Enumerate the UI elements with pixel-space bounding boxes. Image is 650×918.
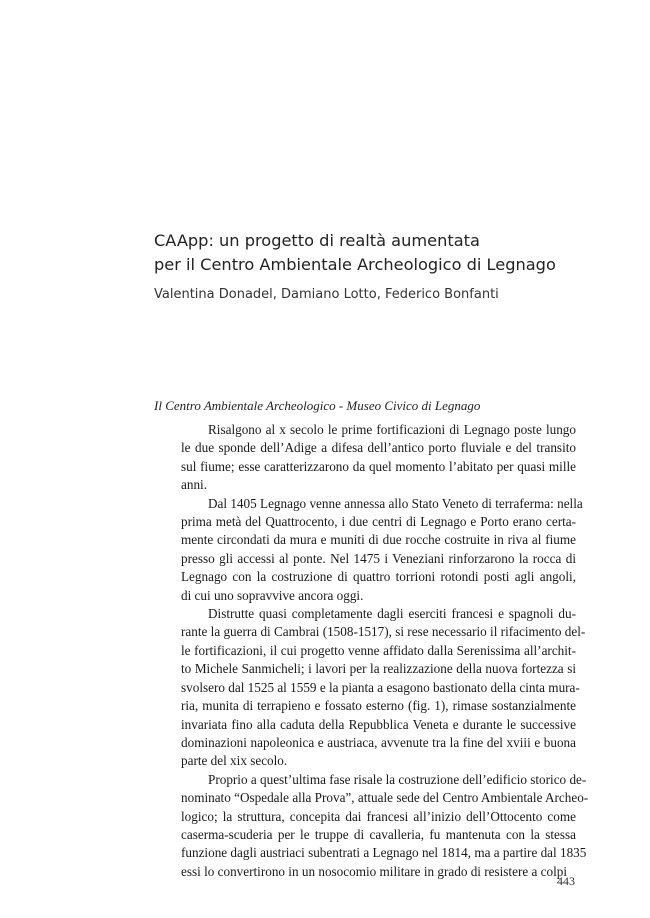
text-line: presso gli accessi al ponte. Nel 1475 i Veneziani rinforzarono la rocca di: [181, 550, 576, 566]
text-line: Risalgono al x secolo le prime fortificazioni di Legnago poste lungo: [208, 422, 576, 437]
text-line: essi lo convertirono in un nosocomio militare in grado di resistere a colpi: [181, 863, 568, 879]
title-line-1-rest: : un progetto di realtà aumentata: [208, 231, 480, 250]
text-line: Proprio a quest’ultima fase risale la costruzione dell’edificio storico de-: [208, 771, 587, 787]
text-line: funzione dagli austriaci subentrati a Legnago nel 1814, ma a partire dal 1835: [181, 845, 587, 861]
text-line: ria, munita di terrapieno e fossato esterno (fig. 1), rimase sostanzialmente: [181, 698, 576, 714]
paragraph: [154, 495, 583, 605]
authors: Valentina Donadel, Damiano Lotto, Federico Bonfanti: [154, 287, 499, 302]
text-line: prima metà del Quattrocento, i due centri di Legnago e Porto erano certa-: [181, 514, 576, 530]
paragraph: [154, 771, 589, 881]
page-number: 443: [557, 874, 575, 888]
text-line: le fortificazioni, il cui progetto venne affidato dalla Serenissima all’archit-: [181, 642, 576, 658]
text-line: nominato “Ospedale alla Prova”, attuale sede del Centro Ambientale Archeo-: [181, 790, 589, 806]
text-line: Distrutte quasi completamente dagli eserciti francesi e spagnoli du-: [208, 606, 576, 622]
section-heading: Il Centro Ambientale Archeologico - Museo Civico di Legnago: [154, 398, 481, 413]
text-line: invariata fino alla caduta della Repubblica Veneta e durante le successive: [181, 716, 576, 732]
body-text: [154, 421, 589, 881]
text-line: caserma-scuderia per le truppe di cavalleria, fu mantenuta con la stessa: [181, 826, 576, 842]
text-line: dominazioni napoleonica e austriaca, avvenute tra la fine del xviii e buona: [181, 734, 576, 750]
title-line-2: per il Centro Ambientale Archeologico di Legnago: [154, 255, 556, 274]
text-line: parte del xix secolo.: [181, 753, 288, 769]
title-line-1: [154, 229, 594, 253]
text-line: anni.: [181, 477, 208, 493]
paragraph: [154, 605, 586, 771]
article-title: [154, 229, 594, 277]
text-line: to Michele Sanmicheli; i lavori per la realizzazione della nuova fortezza si: [181, 661, 576, 677]
text-line: sul fiume; esse caratterizzarono da quel momento l’abitato per quasi mille: [181, 458, 576, 474]
text-line: Legnago con la costruzione di quattro torrioni rotondi posti agli angoli,: [181, 569, 576, 585]
text-line: di cui uno sopravvive ancora oggi.: [181, 587, 364, 603]
text-line: mente circondati da mura e muniti di due rocche costruite in riva al fiume: [181, 532, 576, 548]
paragraph: [154, 421, 576, 495]
text-line: Dal 1405 Legnago venne annessa allo Stato Veneto di terraferma: nella: [208, 495, 583, 511]
text-line: rante la guerra di Cambrai (1508-1517), si rese necessario il rifacimento del-: [181, 624, 586, 640]
text-line: svolsero dal 1525 al 1559 e la pianta a esagono bastionato della cinta mura-: [181, 679, 580, 695]
title-app-name: CAApp: [154, 231, 209, 250]
text-line: le due sponde dell’Adige a difesa dell’antico porto fluviale e del transito: [181, 440, 576, 456]
text-line: logico; la struttura, concepita dai francesi all’inizio dell’Ottocento come: [181, 808, 576, 824]
